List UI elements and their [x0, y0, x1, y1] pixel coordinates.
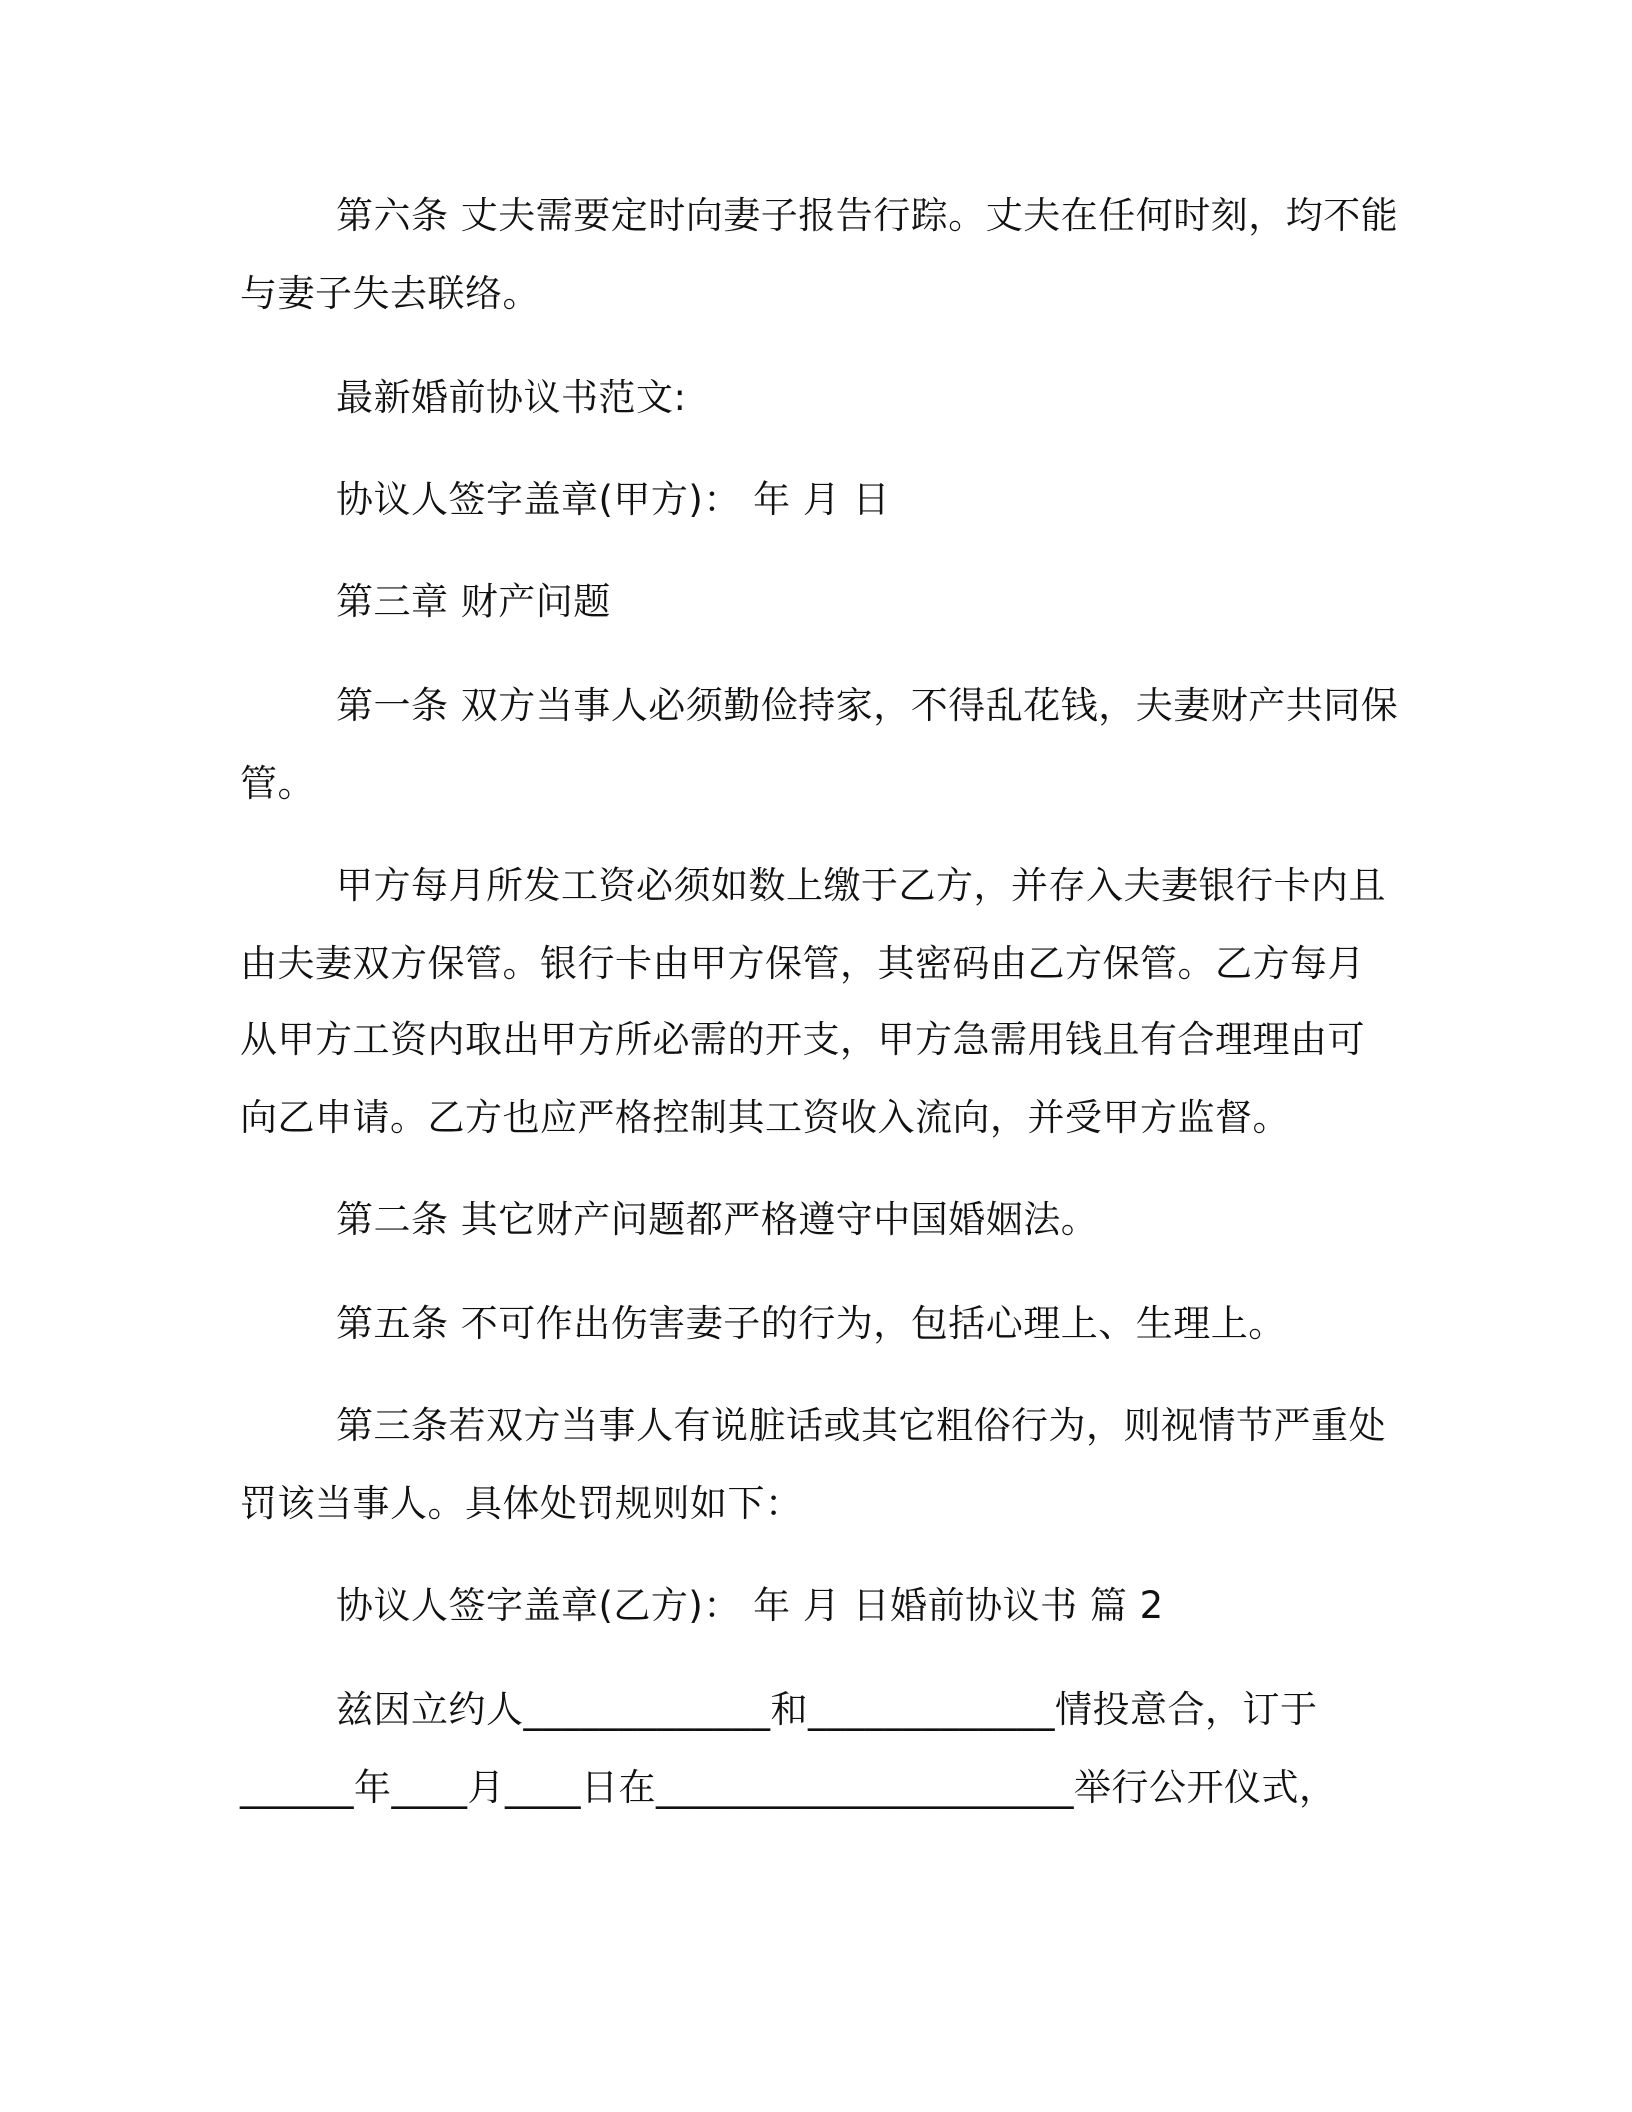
form-fill-line: 兹因立约人_____________和_____________情投意合，订于: [336, 1688, 1318, 1731]
paragraph-line: 由夫妻双方保管。银行卡由甲方保管，其密码由乙方保管。乙方每月: [240, 942, 1365, 985]
paragraph-line: 从甲方工资内取出甲方所必需的开支，甲方急需用钱且有合理理由可: [240, 1018, 1365, 1061]
paragraph-line: 甲方每月所发工资必须如数上缴于乙方，并存入夫妻银行卡内且: [336, 864, 1386, 907]
signature-line: 协议人签字盖章(甲方)： 年 月 日: [336, 478, 891, 521]
chapter-heading: 第三章 财产问题: [336, 580, 611, 623]
form-fill-line: ______年____月____日在______________________举行公开仪式，: [240, 1766, 1337, 1809]
paragraph-line: 与妻子失去联络。: [240, 272, 540, 315]
paragraph-line: 第三条若双方当事人有说脏话或其它粗俗行为，则视情节严重处: [336, 1404, 1386, 1447]
signature-line: 协议人签字盖章(乙方)： 年 月 日婚前协议书 篇 2: [336, 1584, 1164, 1627]
paragraph-line: 第一条 双方当事人必须勤俭持家，不得乱花钱，夫妻财产共同保: [336, 684, 1399, 727]
section-heading: 最新婚前协议书范文:: [336, 376, 687, 419]
paragraph-line: 向乙申请。乙方也应严格控制其工资收入流向，并受甲方监督。: [240, 1096, 1290, 1139]
paragraph-line: 管。: [240, 762, 315, 805]
paragraph-line: 第六条 丈夫需要定时向妻子报告行踪。丈夫在任何时刻，均不能: [336, 194, 1399, 237]
paragraph-line: 第五条 不可作出伤害妻子的行为，包括心理上、生理上。: [336, 1302, 1286, 1345]
paragraph-line: 罚该当事人。具体处罚规则如下：: [240, 1482, 803, 1525]
paragraph-line: 第二条 其它财产问题都严格遵守中国婚姻法。: [336, 1198, 1099, 1241]
